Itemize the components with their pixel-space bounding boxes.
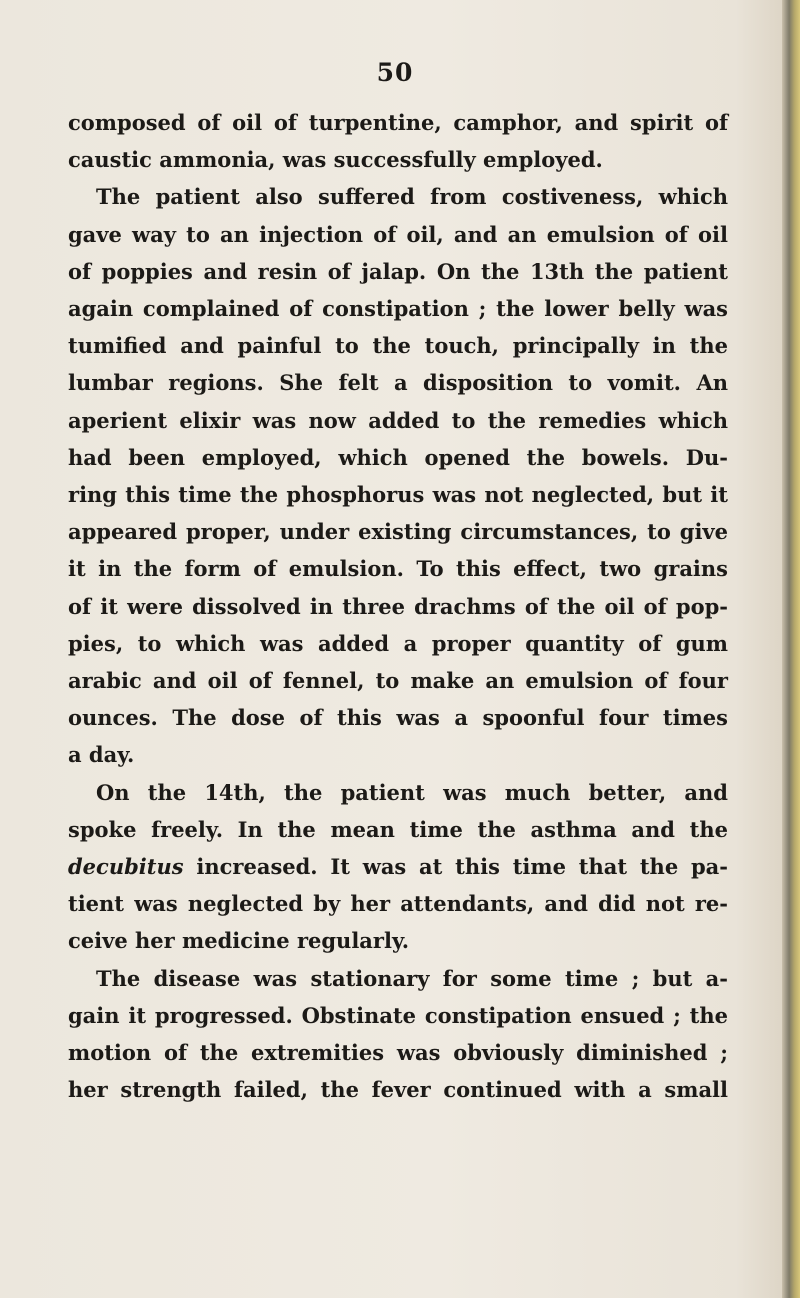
text-line-with-italic — [68, 848, 728, 885]
text-line-rest: increased. It was at this time that the pa- — [196, 854, 728, 880]
text-line: a day. — [68, 742, 135, 768]
text-line: of it were dissolved in three drachms of the oil of pop- — [68, 593, 728, 619]
text-line: tumified and painful to the touch, principally in the — [68, 333, 728, 359]
text-line: ounces. The dose of this was a spoonful four times — [68, 705, 728, 731]
page-edge-shadow — [782, 0, 800, 1298]
text-line: it in the form of emulsion. To this effect, two grains — [68, 556, 728, 582]
text-line: ceive her medicine regularly. — [68, 928, 410, 954]
text-line: caustic ammonia, was successfully employed. — [68, 147, 603, 173]
text-line: On the 14th, the patient was much better, and — [96, 779, 728, 805]
text-line: motion of the extremities was obviously diminished ; — [68, 1040, 728, 1066]
text-line: aperient elixir was now added to the remedies which — [68, 407, 728, 433]
text-line: appeared proper, under existing circumstances, to give — [68, 519, 728, 545]
text-line: spoke freely. In the mean time the asthma and the — [68, 816, 728, 842]
text-line: her strength failed, the fever continued with a small — [68, 1077, 728, 1103]
body-text — [68, 104, 728, 1108]
text-line: of poppies and resin of jalap. On the 13th the patient — [68, 258, 728, 284]
text-line: gave way to an injection of oil, and an emulsion of oil — [68, 221, 728, 247]
text-line: gain it progressed. Obstinate constipation ensued ; the — [68, 1002, 728, 1028]
text-line: lumbar regions. She felt a disposition to vomit. An — [68, 370, 728, 396]
italic-word: decubitus — [68, 854, 184, 880]
text-line: again complained of constipation ; the lower belly was — [68, 296, 728, 322]
text-line: had been employed, which opened the bowels. Du- — [68, 444, 728, 470]
text-line: ring this time the phosphorus was not neglected, but it — [68, 482, 728, 508]
text-line: composed of oil of turpentine, camphor, and spirit of — [68, 110, 728, 135]
text-line: pies, to which was added a proper quantity of gum — [68, 630, 728, 656]
text-line: tient was neglected by her attendants, and did not re- — [68, 891, 728, 917]
text-line: The patient also suffered from costiveness, which — [96, 184, 728, 210]
text-line: arabic and oil of fennel, to make an emulsion of four — [68, 668, 728, 694]
page-number: 50 — [376, 58, 414, 87]
text-line: The disease was stationary for some time ; but a- — [96, 965, 728, 991]
